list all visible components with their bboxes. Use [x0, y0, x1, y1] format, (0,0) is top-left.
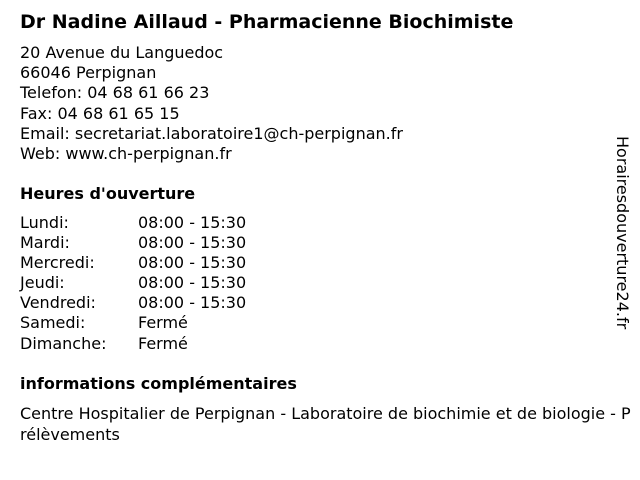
hours-row-wednesday: [20, 253, 246, 273]
email-line: Email: secretariat.laboratoire1@ch-perpignan.fr: [20, 123, 403, 143]
time-value: 08:00 - 15:30: [138, 233, 247, 253]
day-label: Jeudi:: [20, 273, 65, 293]
fax-line: Fax: 04 68 61 65 15: [20, 103, 180, 123]
hours-row-tuesday: [20, 233, 246, 253]
day-label: Samedi:: [20, 313, 86, 333]
phone-line: Telefon: 04 68 61 66 23: [20, 83, 210, 103]
info-text: Centre Hospitalier de Perpignan - Laboratoire de biochimie et de biologie - Prélèvements: [20, 404, 631, 444]
watermark-text: Horairesdouverture24.fr: [613, 136, 632, 330]
address-line-1: 20 Avenue du Languedoc: [20, 43, 224, 62]
time-value: 08:00 - 15:30: [138, 253, 247, 273]
hours-row-thursday: [20, 273, 246, 293]
hours-row-saturday: [20, 313, 246, 333]
day-label: Mercredi:: [20, 253, 95, 273]
page-title: Dr Nadine Aillaud - Pharmacienne Biochimiste: [20, 11, 514, 33]
info-heading: informations complémentaires: [20, 374, 297, 393]
hours-row-sunday: [20, 334, 246, 354]
time-value: Fermé: [138, 333, 188, 353]
contact-block: [20, 43, 403, 164]
web-line: Web: www.ch-perpignan.fr: [20, 144, 232, 164]
day-label: Lundi:: [20, 213, 69, 232]
day-label: Dimanche:: [20, 333, 107, 353]
time-value: 08:00 - 15:30: [138, 293, 247, 313]
day-label: Vendredi:: [20, 293, 96, 313]
hours-row-friday: [20, 293, 246, 313]
time-value: 08:00 - 15:30: [138, 273, 247, 293]
hours-row-monday: [20, 213, 246, 233]
hours-table: [20, 213, 246, 354]
day-label: Mardi:: [20, 233, 70, 253]
time-value: 08:00 - 15:30: [138, 213, 247, 232]
time-value: Fermé: [138, 313, 188, 333]
address-line-2: 66046 Perpignan: [20, 63, 157, 83]
hours-heading: Heures d'ouverture: [20, 184, 196, 203]
